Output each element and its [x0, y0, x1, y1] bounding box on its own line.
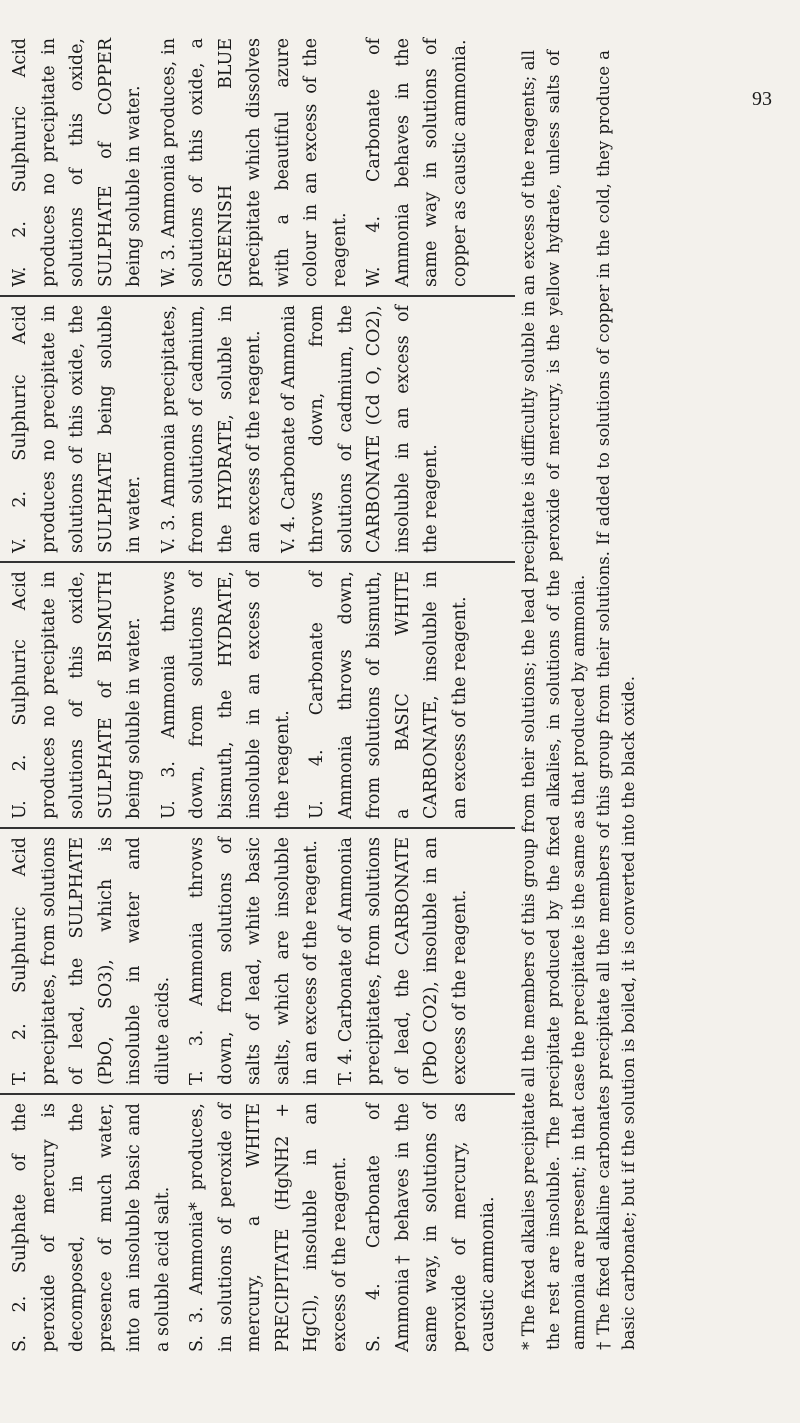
- entry-text: U. 2. Sulphuric Acid produces no precipitate in solutions of this oxide, SULPHATE of BISMUTH being soluble in water.: [10, 571, 144, 819]
- table-cell: [0, 1094, 515, 1360]
- table-cell: [0, 828, 515, 1094]
- footnotes: [516, 50, 641, 1350]
- entry-text: S. 2. Sulphate of the peroxide of mercury is decomposed, in the presence of much water, into an insoluble basic and a soluble acid salt.: [10, 1103, 173, 1352]
- entry-text: V. 4. Carbonate of Ammonia throws down, from solutions of cadmium, the CARBONATE (Cd O, CO2), insoluble in an excess of the reagent.: [278, 305, 441, 553]
- table-cell: [0, 562, 515, 828]
- entry-text: W. 2. Sulphuric Acid produces no precipitate in solutions of this oxide, SULPHATE of COPPER being soluble in water.: [10, 38, 144, 287]
- entry-text: V. 3. Ammonia precipitates, from solutions of cadmium, the HYDRATE, soluble in an excess of the reagent.: [158, 305, 264, 553]
- entry-text: T. 4. Carbonate of Ammonia precipitates, from solutions of lead, the CARBONATE (PbO CO2), insoluble in an excess of the reagent.: [335, 837, 470, 1085]
- table-cell: [0, 30, 515, 296]
- entry-text: W. 3. Ammonia produces, in solutions of this oxide, a GREENISH BLUE precipitate which dissolves with a beautiful azure colour in an excess of the reagent.: [158, 38, 350, 287]
- entry-text: W. 4. Carbonate of Ammonia behaves in the same way in solutions of copper as caustic ammonia.: [364, 38, 470, 287]
- entry-text: T. 3. Ammonia throws down, from solutions of salts of lead, white basic salts, which are insoluble in an excess of the reagent.: [187, 837, 321, 1085]
- entry-text: U. 4. Carbonate of Ammonia throws down, from solutions of bismuth, a BASIC WHITE CARBONATE, insoluble in an excess of the reagent.: [307, 571, 470, 819]
- reaction-table: [0, 30, 515, 1360]
- page-number: 93: [752, 88, 772, 110]
- entry-text: U. 3. Ammonia throws down, from solutions of bismuth, the HYDRATE, insoluble in an excess of the reagent.: [158, 571, 293, 819]
- entry-text: S. 4. Carbonate of Ammonia† behaves in the same way, in solutions of peroxide of mercury, as caustic ammonia.: [364, 1103, 498, 1352]
- entry-text: V. 2. Sulphuric Acid produces no precipitate in solutions of this oxide, the SULPHATE being soluble in water.: [10, 305, 144, 553]
- entry-text: T. 2. Sulphuric Acid precipitates, from solutions of lead, the SULPHATE (PbO, SO3), which is insoluble in water and dilute acids.: [10, 837, 173, 1085]
- entry-text: S. 3. Ammonia* produces, in solutions of peroxide of mercury, a WHITE PRECIPITATE (HgNH2 + HgCl), insoluble in an excess of the reagent.: [187, 1103, 350, 1352]
- footnote: † The fixed alkaline carbonates precipitate all the members of this group from their solutions. If added to solutions of copper in the cold, they produce a basic carbonate; but if the solution is boiled, it is converted into the black oxide.: [594, 50, 638, 1350]
- footnote: * The fixed alkalies precipitate all the members of this group from their solutions; the lead precipitate is difficultly soluble in an excess of the reagents; all the rest are insoluble. The precipitate produced by the fixed alkalies, in solutions of the peroxide of mercury, is the yellow hydrate, unless salts of ammonia are present; in that case the precipitate is the same as that produced by ammonia.: [519, 50, 588, 1350]
- table-cell: [0, 296, 515, 562]
- rotated-page-body: [0, 30, 690, 1360]
- table-row: [0, 30, 515, 1360]
